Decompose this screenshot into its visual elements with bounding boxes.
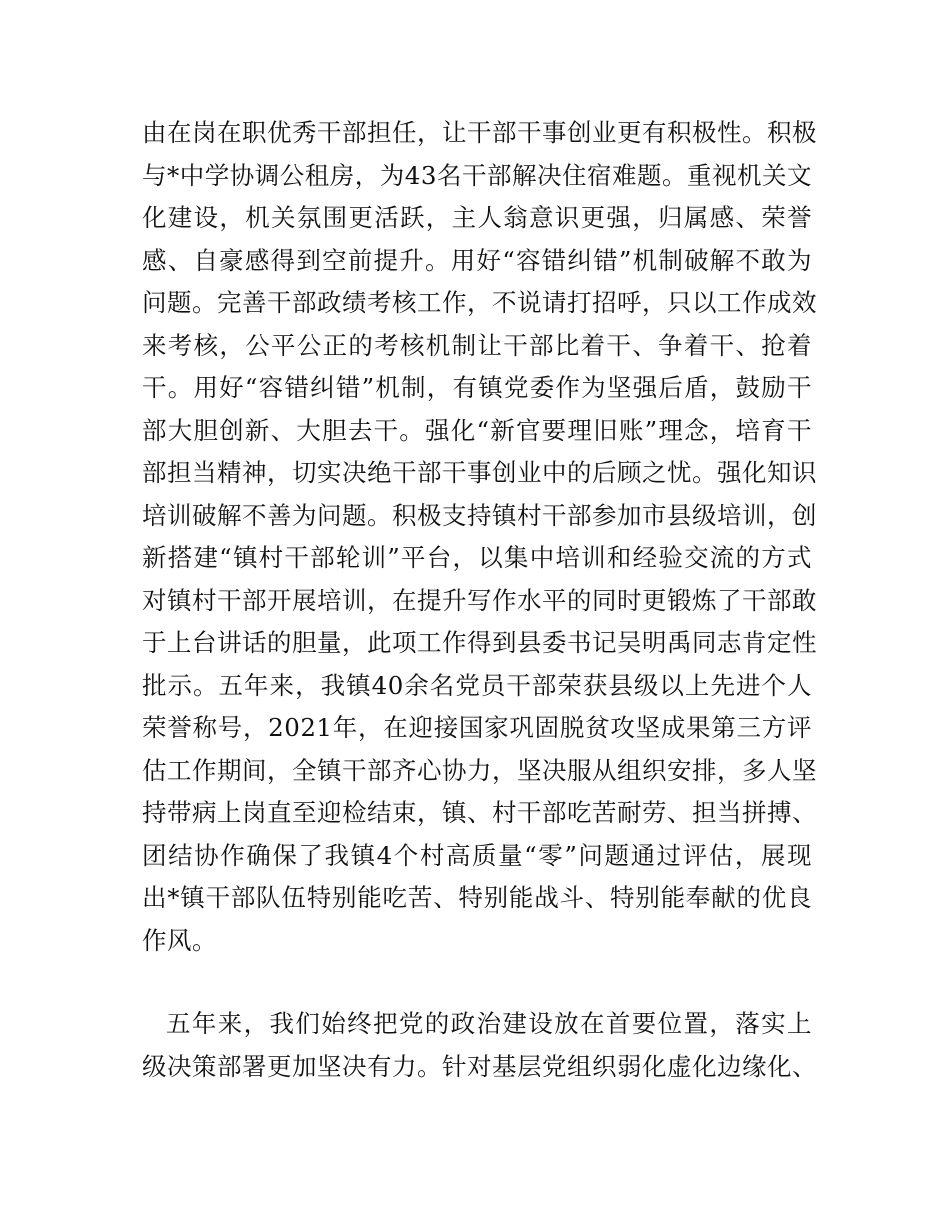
text-line: 部大胆创新、大胆去干。强化“新官要理旧账”理念，培育干 (142, 415, 812, 445)
text-line: 干。用好“容错纠错”机制，有镇党委作为坚强后盾，鼓励干 (142, 373, 812, 402)
text-line: 培训破解不善为问题。积极支持镇村干部参加市县级培训，创 (142, 500, 817, 530)
text-line: 出*镇干部队伍特别能吃苦、特别能战斗、特别能奉献的优良 (142, 883, 812, 912)
text-line: 对镇村干部开展培训，在提升写作水平的同时更锻炼了干部敢 (142, 585, 817, 615)
text-line: 作风。 (142, 925, 217, 955)
text-line: 于上台讲话的胆量，此项工作得到县委书记吴明禹同志肯定性 (142, 628, 817, 657)
text-line: 新搭建“镇村干部轮训”平台，以集中培训和经验交流的方式 (142, 543, 812, 572)
text-line: 五年来，我们始终把党的政治建设放在首要位置，落实上 (166, 1009, 812, 1038)
text-line: 由在岗在职优秀干部担任，让干部干事创业更有积极性。积极 (142, 118, 817, 147)
text-line: 感、自豪感得到空前提升。用好“容错纠错”机制破解不敢为 (142, 245, 812, 275)
text-line: 级决策部署更加坚决有力。针对基层党组织弱化虚化边缘化、 (142, 1051, 817, 1081)
paragraph-1 (142, 112, 817, 962)
text-line: 化建设，机关氛围更活跃，主人翁意识更强，归属感、荣誉 (142, 203, 812, 232)
text-line: 荣誉称号，2021年，在迎接国家巩固脱贫攻坚成果第三方评 (142, 713, 812, 742)
text-line: 来考核，公平公正的考核机制让干部比着干、争着干、抢着 (142, 330, 812, 360)
text-line: 批示。五年来，我镇40余名党员干部荣获县级以上先进个人 (142, 670, 812, 700)
text-line: 与*中学协调公租房，为43名干部解决住宿难题。重视机关文 (142, 160, 812, 190)
text-line: 持带病上岗直至迎检结束，镇、村干部吃苦耐劳、担当拼搏、 (142, 798, 817, 827)
text-line: 部担当精神，切实决绝干部干事创业中的后顾之忧。强化知识 (142, 458, 817, 487)
text-line: 估工作期间，全镇干部齐心协力，坚决服从组织安排，多人坚 (142, 755, 817, 785)
paragraph-2 (142, 1003, 817, 1088)
text-line: 问题。完善干部政绩考核工作，不说请打招呼，只以工作成效 (142, 288, 817, 317)
text-line: 团结协作确保了我镇4个村高质量“零”问题通过评估，展现 (142, 840, 812, 870)
